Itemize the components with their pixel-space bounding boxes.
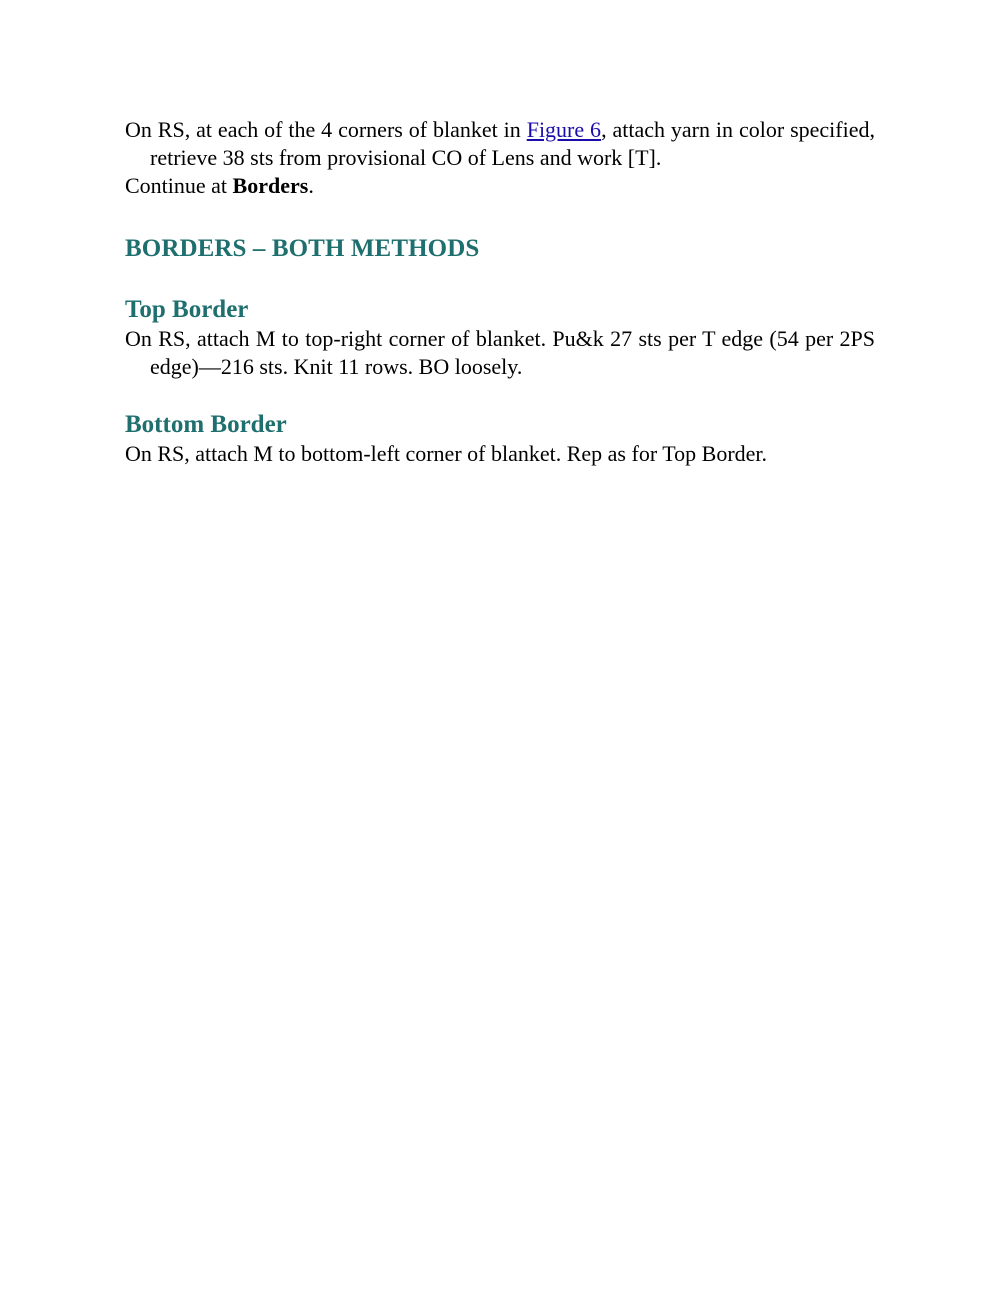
borders-reference: Borders (232, 173, 309, 198)
top-border-heading: Top Border (125, 296, 249, 323)
section-title: BORDERS – BOTH METHODS (125, 235, 480, 262)
continue-period: . (308, 173, 314, 198)
intro-text-start: On RS, at each of the 4 corners of blanket in (125, 117, 527, 142)
intro-paragraph (125, 116, 875, 172)
intro-text-end: , attach yarn in color specified, retrieve 38 sts from provisional CO of Lens and work [T]. (150, 117, 875, 170)
top-border-text: On RS, attach M to top-right corner of blanket. Pu&k 27 sts per T edge (54 per 2PS edge)—216 sts. Knit 11 rows. BO loosely. (125, 326, 875, 379)
continue-text: Continue at (125, 173, 233, 198)
figure-6-link[interactable]: Figure 6 (526, 117, 602, 142)
bottom-border-heading: Bottom Border (125, 411, 287, 438)
document-page (125, 116, 875, 468)
continue-paragraph (125, 172, 875, 200)
bottom-border-text: On RS, attach M to bottom-left corner of blanket. Rep as for Top Border. (125, 441, 768, 466)
